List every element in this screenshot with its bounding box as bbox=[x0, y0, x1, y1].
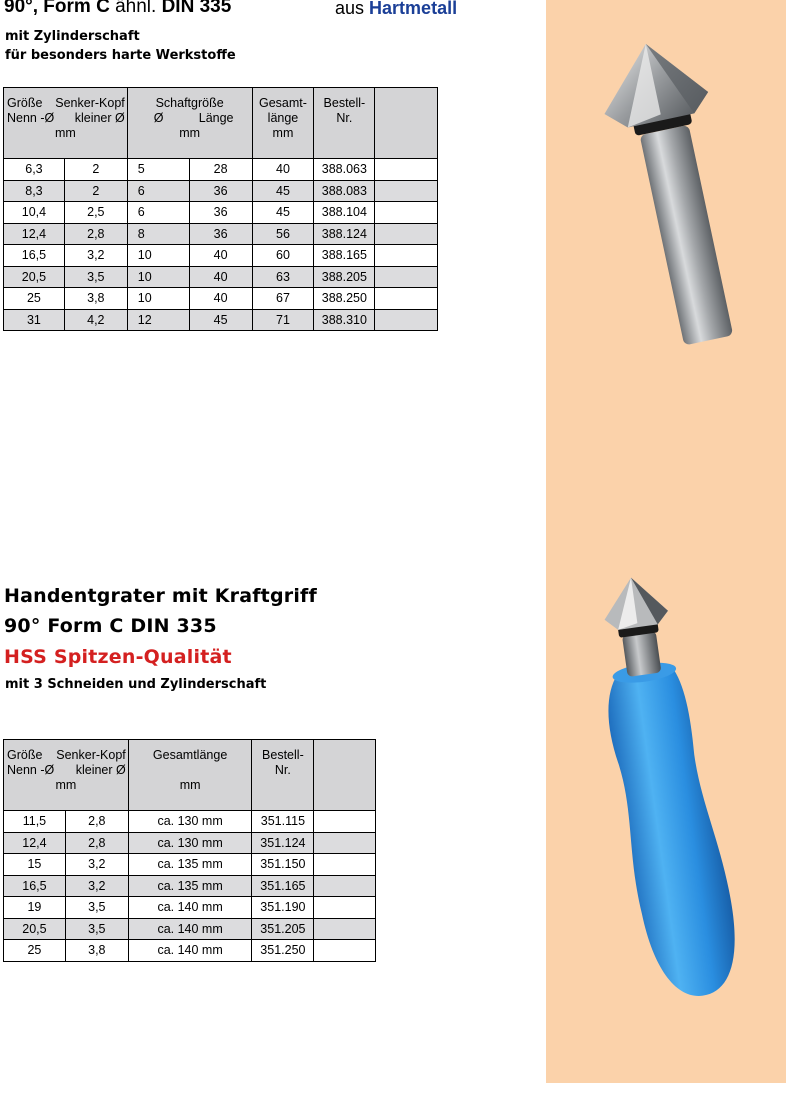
table-cell: 11,5 bbox=[4, 811, 66, 833]
header-gesamt-unit: mm bbox=[272, 126, 294, 140]
table-cell-empty bbox=[314, 940, 376, 962]
table-cell: 3,5 bbox=[65, 918, 128, 940]
table-cell: 12 bbox=[127, 309, 189, 331]
header-nr: Nr. bbox=[336, 111, 353, 125]
table-cell: ca. 140 mm bbox=[128, 940, 252, 962]
table-cell: 56 bbox=[252, 223, 314, 245]
table-cell: 388.310 bbox=[314, 309, 375, 331]
table-cell: ca. 130 mm bbox=[128, 811, 252, 833]
table-cell: 3,2 bbox=[65, 875, 128, 897]
table-cell: 388.083 bbox=[314, 180, 375, 202]
table-header-row bbox=[4, 740, 376, 811]
table-cell-empty bbox=[375, 159, 438, 181]
table-cell: 28 bbox=[189, 159, 252, 181]
table-cell: 40 bbox=[189, 266, 252, 288]
table-cell: 388.165 bbox=[314, 245, 375, 267]
table-cell: 16,5 bbox=[4, 875, 66, 897]
product-image-panel bbox=[546, 0, 786, 1083]
table-cell-empty bbox=[314, 875, 376, 897]
header-shaft-unit: mm bbox=[179, 126, 201, 140]
table-cell: 3,2 bbox=[65, 854, 128, 876]
table-cell-empty bbox=[375, 202, 438, 224]
header-schaftgroesse: Schaftgröße bbox=[155, 96, 224, 110]
table-row bbox=[4, 875, 376, 897]
table-cell: 15 bbox=[4, 854, 66, 876]
table-row bbox=[4, 897, 376, 919]
table-row bbox=[4, 918, 376, 940]
table-cell: 351.190 bbox=[252, 897, 314, 919]
table-cell: 10 bbox=[127, 266, 189, 288]
table-cell: 4,2 bbox=[64, 309, 127, 331]
table-cell: 40 bbox=[252, 159, 314, 181]
table-cell: 8 bbox=[127, 223, 189, 245]
table-cell: 351.205 bbox=[252, 918, 314, 940]
table-cell-empty bbox=[314, 918, 376, 940]
header-kleiner-d: kleiner Ø bbox=[75, 763, 126, 777]
table-cell-empty bbox=[314, 832, 376, 854]
title-part-din: DIN 335 bbox=[161, 0, 232, 17]
header-senker-kopf: Senker-Kopf bbox=[56, 748, 126, 762]
table-row bbox=[4, 202, 438, 224]
header-unit-mm: mm bbox=[55, 778, 77, 792]
table-cell: ca. 135 mm bbox=[128, 875, 252, 897]
table-cell: 45 bbox=[189, 309, 252, 331]
section1-title bbox=[4, 0, 231, 18]
table-cell: 6 bbox=[127, 180, 189, 202]
material-label bbox=[335, 0, 457, 19]
table-cell-empty bbox=[314, 897, 376, 919]
table-row bbox=[4, 309, 438, 331]
table-cell-empty bbox=[375, 223, 438, 245]
table-cell: 45 bbox=[252, 180, 314, 202]
table-cell: 6 bbox=[127, 202, 189, 224]
handentgrater-image bbox=[546, 570, 786, 1010]
table-row bbox=[4, 288, 438, 310]
header-nr: Nr. bbox=[274, 763, 291, 777]
table-row bbox=[4, 180, 438, 202]
table-row bbox=[4, 245, 438, 267]
table-cell: 3,2 bbox=[64, 245, 127, 267]
title-part-form: 90°, Form C bbox=[4, 0, 110, 17]
table-cell-empty bbox=[375, 180, 438, 202]
header-empty bbox=[375, 88, 438, 159]
table-cell: 351.250 bbox=[252, 940, 314, 962]
table-cell: 20,5 bbox=[4, 918, 66, 940]
header-shaft-diameter: Ø bbox=[153, 111, 164, 125]
header-gesamtlaenge-label: Gesamtlänge bbox=[152, 748, 228, 762]
table-cell: 351.124 bbox=[252, 832, 314, 854]
header-bestellnr bbox=[252, 740, 314, 811]
section1-subtitle-2: für besonders harte Werkstoffe bbox=[5, 48, 236, 63]
table-cell: 12,4 bbox=[4, 832, 66, 854]
table-cell: 16,5 bbox=[4, 245, 65, 267]
table-cell: 10 bbox=[127, 288, 189, 310]
table-cell: 388.124 bbox=[314, 223, 375, 245]
table-cell: 45 bbox=[252, 202, 314, 224]
header-gesamtlaenge bbox=[252, 88, 314, 159]
table-cell: 3,5 bbox=[64, 266, 127, 288]
header-groesse: Größe bbox=[7, 96, 43, 110]
table-cell: 10 bbox=[127, 245, 189, 267]
table-cell: 19 bbox=[4, 897, 66, 919]
title-part-aehnl: ähnl. bbox=[115, 0, 157, 17]
table-cell: 63 bbox=[252, 266, 314, 288]
header-bestellnr bbox=[314, 88, 375, 159]
header-kleiner-d: kleiner Ø bbox=[74, 111, 125, 125]
section2-title: Handentgrater mit Kraftgriff bbox=[4, 585, 317, 607]
header-gesamtlaenge bbox=[128, 740, 252, 811]
table-cell: ca. 135 mm bbox=[128, 854, 252, 876]
table-cell: 388.205 bbox=[314, 266, 375, 288]
table-cell: 10,4 bbox=[4, 202, 65, 224]
table-cell: 2,5 bbox=[64, 202, 127, 224]
table-cell: 3,5 bbox=[65, 897, 128, 919]
table-cell: 388.250 bbox=[314, 288, 375, 310]
table-cell: 36 bbox=[189, 202, 252, 224]
table-row bbox=[4, 940, 376, 962]
table-cell: 2 bbox=[64, 159, 127, 181]
section2-title-quality: HSS Spitzen-Qualität bbox=[4, 646, 232, 668]
table-cell: 20,5 bbox=[4, 266, 65, 288]
table-cell: 2,8 bbox=[64, 223, 127, 245]
header-nenn-d: Nenn -Ø bbox=[7, 111, 55, 125]
table-row bbox=[4, 811, 376, 833]
table-cell: 60 bbox=[252, 245, 314, 267]
table-cell: 67 bbox=[252, 288, 314, 310]
header-size-head bbox=[4, 740, 129, 811]
table-cell: 25 bbox=[4, 940, 66, 962]
table-cell-empty bbox=[375, 309, 438, 331]
table-cell: 2,8 bbox=[65, 811, 128, 833]
handentgrater-spec-table bbox=[3, 739, 376, 962]
table-cell: 8,3 bbox=[4, 180, 65, 202]
table-row bbox=[4, 832, 376, 854]
table-cell: 71 bbox=[252, 309, 314, 331]
table-cell: ca. 130 mm bbox=[128, 832, 252, 854]
header-gesamt: Gesamt- bbox=[259, 96, 307, 110]
section1-subtitle-1: mit Zylinderschaft bbox=[5, 29, 140, 44]
section2-subtitle: mit 3 Schneiden und Zylinderschaft bbox=[5, 677, 267, 692]
header-empty bbox=[314, 740, 376, 811]
table-row bbox=[4, 854, 376, 876]
table-cell-empty bbox=[375, 288, 438, 310]
header-size-head bbox=[4, 88, 128, 159]
table-cell: 3,8 bbox=[65, 940, 128, 962]
table-cell: 6,3 bbox=[4, 159, 65, 181]
table-header-row bbox=[4, 88, 438, 159]
table-cell: 351.115 bbox=[252, 811, 314, 833]
table-cell: ca. 140 mm bbox=[128, 918, 252, 940]
table-cell: 5 bbox=[127, 159, 189, 181]
table-cell: 40 bbox=[189, 288, 252, 310]
table-cell-empty bbox=[314, 811, 376, 833]
header-bestell: Bestell- bbox=[323, 96, 366, 110]
table-cell: ca. 140 mm bbox=[128, 897, 252, 919]
table-row bbox=[4, 223, 438, 245]
table-cell: 36 bbox=[189, 223, 252, 245]
table-cell: 388.063 bbox=[314, 159, 375, 181]
header-bestell: Bestell- bbox=[262, 748, 304, 762]
countersink-hartmetall-image bbox=[546, 0, 786, 360]
table-cell: 2 bbox=[64, 180, 127, 202]
header-laenge: länge bbox=[267, 111, 299, 125]
table-cell: 12,4 bbox=[4, 223, 65, 245]
table-cell-empty bbox=[375, 266, 438, 288]
table-cell: 388.104 bbox=[314, 202, 375, 224]
table-cell: 31 bbox=[4, 309, 65, 331]
table-cell-empty bbox=[314, 854, 376, 876]
header-nenn-d: Nenn -Ø bbox=[7, 763, 55, 777]
table-cell: 25 bbox=[4, 288, 65, 310]
table-cell: 40 bbox=[189, 245, 252, 267]
header-senker-kopf: Senker-Kopf bbox=[55, 96, 125, 110]
hartmetall-spec-table bbox=[3, 87, 438, 331]
header-unit-mm: mm bbox=[54, 126, 76, 140]
table-cell: 36 bbox=[189, 180, 252, 202]
header-shaft-laenge: Länge bbox=[198, 111, 234, 125]
table-cell: 351.150 bbox=[252, 854, 314, 876]
table-cell-empty bbox=[375, 245, 438, 267]
table-cell: 351.165 bbox=[252, 875, 314, 897]
section2-title-din: 90° Form C DIN 335 bbox=[4, 615, 217, 637]
material-name: Hartmetall bbox=[369, 0, 458, 18]
header-shaft bbox=[127, 88, 252, 159]
header-groesse: Größe bbox=[7, 748, 43, 762]
table-cell: 3,8 bbox=[64, 288, 127, 310]
material-prefix: aus bbox=[335, 0, 365, 18]
table-row bbox=[4, 266, 438, 288]
table-row bbox=[4, 159, 438, 181]
header-gesamtlaenge-unit: mm bbox=[179, 778, 201, 792]
table-cell: 2,8 bbox=[65, 832, 128, 854]
